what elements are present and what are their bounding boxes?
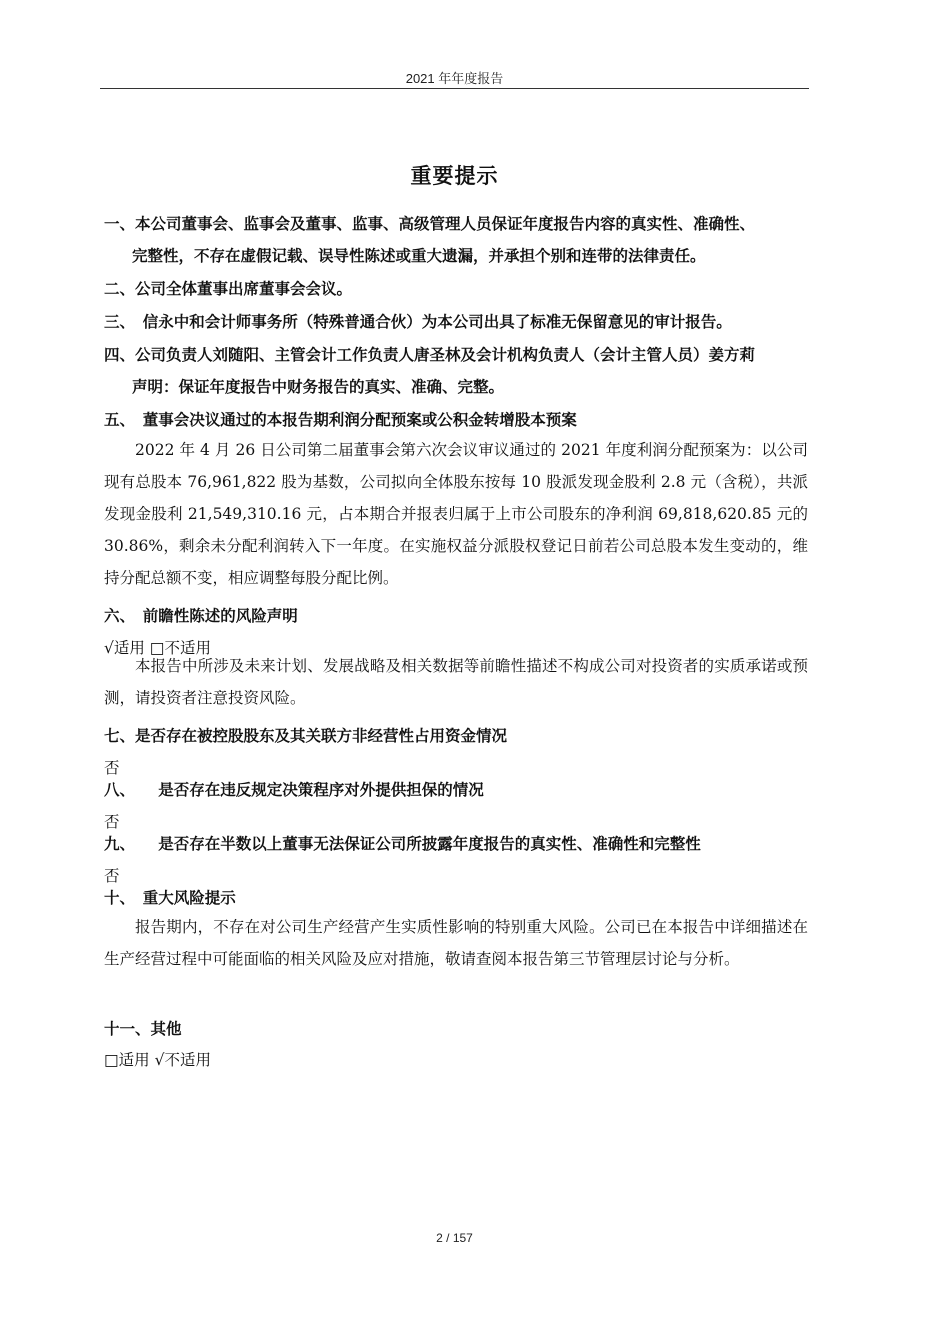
item-8-answer: 否 xyxy=(104,813,120,831)
item-2: 二、公司全体董事出席董事会会议。 xyxy=(104,280,353,298)
item-7-heading: 七、是否存在被控股股东及其关联方非经营性占用资金情况 xyxy=(104,727,508,745)
item-4-line-2: 声明：保证年度报告中财务报告的真实、准确、完整。 xyxy=(132,378,505,396)
page-title: 重要提示 xyxy=(410,164,499,188)
item-10-heading: 十、 重大风险提示 xyxy=(104,889,236,907)
item-7-answer: 否 xyxy=(104,759,120,777)
item-5-heading: 五、 董事会决议通过的本报告期利润分配预案或公积金转增股本预案 xyxy=(104,411,577,429)
item-6-body: 本报告中所涉及未来计划、发展战略及相关数据等前瞻性描述不构成公司对投资者的实质承诺或预测，请投资者注意投资风险。 xyxy=(104,657,808,707)
item-3: 三、 信永中和会计师事务所（特殊普通合伙）为本公司出具了标准无保留意见的审计报告。 xyxy=(104,313,732,331)
header-divider xyxy=(100,88,809,89)
item-6-heading: 六、 前瞻性陈述的风险声明 xyxy=(104,607,298,625)
item-4-line-1: 四、公司负责人刘随阳、主管会计工作负责人唐圣林及会计机构负责人（会计主管人员）姜方莉 xyxy=(104,346,756,364)
item-10-body: 报告期内，不存在对公司生产经营产生实质性影响的特别重大风险。公司已在本报告中详细描述在生产经营过程中可能面临的相关风险及应对措施，敬请查阅本报告第三节管理层讨论与分析。 xyxy=(104,918,808,968)
page-number: 2 / 157 xyxy=(436,1231,473,1245)
item-11-heading: 十一、其他 xyxy=(104,1020,182,1038)
item-1-line-1: 一、本公司董事会、监事会及董事、监事、高级管理人员保证年度报告内容的真实性、准确性、 xyxy=(104,215,756,233)
item-9-heading: 九、 是否存在半数以上董事无法保证公司所披露年度报告的真实性、准确性和完整性 xyxy=(104,835,701,853)
item-8-heading: 八、 是否存在违反规定决策程序对外提供担保的情况 xyxy=(104,781,484,799)
item-5-body: 2022 年 4 月 26 日公司第二届董事会第六次会议审议通过的 2021 年度利润分配预案为：以公司现有总股本 76,961,822 股为基数，公司拟向全体股东按每 10 股派发现金股利 2.8 元（含税），共派发现金股利 21,549,310.16 元，占本期合并报表归属于上市公司股东的净利润 69,818,620.85 元的 30.86%，剩余未分配利润转入下一年度。在实施权益分派股权登记日前若公司总股本发生变动的，维持分配总额不变，相应调整每股分配比例。 xyxy=(104,441,808,587)
item-9-answer: 否 xyxy=(104,867,120,885)
page-header: 2021 年年度报告 xyxy=(405,71,504,86)
item-1-line-2: 完整性，不存在虚假记载、误导性陈述或重大遗漏，并承担个别和连带的法律责任。 xyxy=(132,247,706,265)
item-6-applicability: √适用 □不适用 xyxy=(104,639,211,657)
item-11-applicability: □适用 √不适用 xyxy=(104,1051,211,1069)
